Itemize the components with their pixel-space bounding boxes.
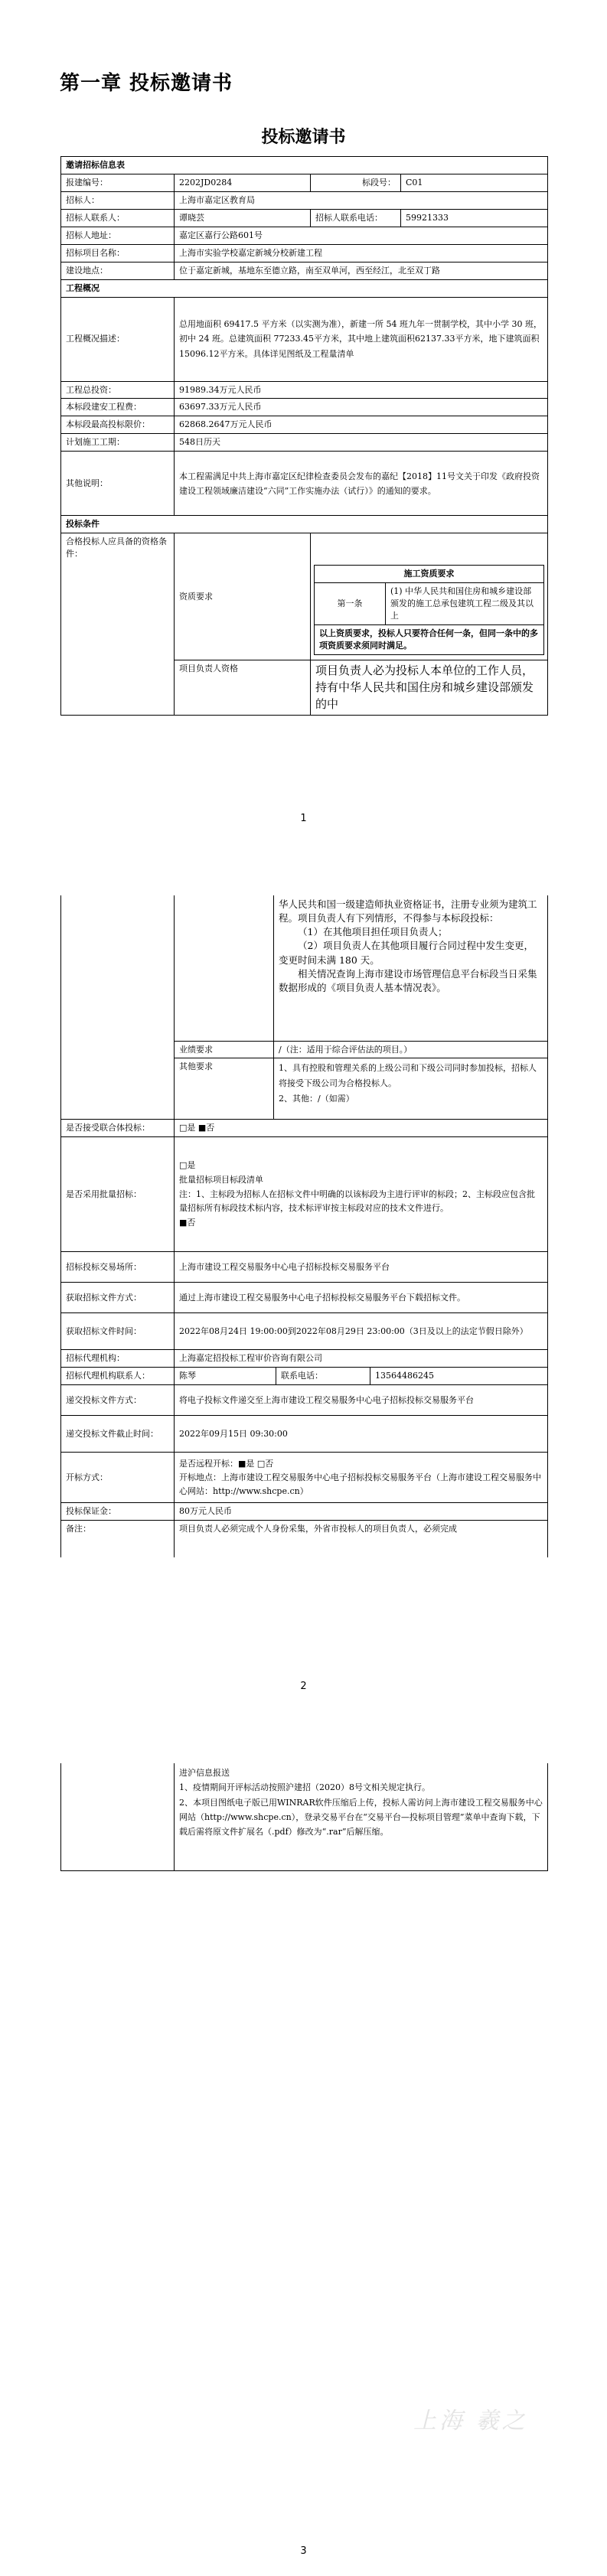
phone-label: 招标人联系电话： [311,209,401,227]
get-time-value: 2022年08月24日 19:00:00到2022年08月29日 23:00:00（3日及以上的法定节假日除外） [175,1313,548,1350]
open-location: 开标地点：上海市建设工程交易服务中心电子招标投标交易服务平台（上海市建设工程交易服务中心网站：http://www.shcpe.cn） [179,1472,541,1496]
qual-footer: 以上资质要求，投标人只要符合任何一条，但同一条中的多项资质要求须同时满足。 [315,624,544,654]
watermark-logo: 上海 羲之 [413,2408,528,2434]
qual-req-label: 资质要求 [175,533,311,660]
remarks-label: 备注： [61,1521,175,1557]
qualification-label-cont [61,895,175,1120]
contact-value: 谭晓芸 [175,209,311,227]
submit-label: 递交投标文件方式： [61,1385,175,1416]
other-notes-label: 其他说明： [61,452,175,516]
batch-option-yes[interactable]: □是 [179,1160,196,1171]
invitation-table-page3 [60,1763,548,1871]
tenderer-value: 上海市嘉定区教育局 [175,191,548,209]
project-label: 招标项目名称： [61,244,175,262]
duration-label: 计划施工工期： [61,434,175,452]
qual-item-no: 第一条 [315,582,386,624]
bid-no-value: 2202JD0284 [175,174,311,191]
agent-phone-value: 13564486245 [375,1371,434,1381]
open-remote-question: 是否远程开标： [179,1459,238,1469]
other-notes-value: 本工程需满足中共上海市嘉定区纪律检查委员会发布的嘉纪【2018】11号文关于印发《政府投资建设工程领域廉洁建设“六同”工作实施办法（试行）》的通知的要求。 [175,452,548,516]
duration-value: 548日历天 [175,434,548,452]
performance-value: /（注：适用于综合评估法的项目。） [274,1041,548,1058]
qualification-inner-table [314,565,544,655]
tenderer-label: 招标人： [61,191,175,209]
performance-label: 业绩要求 [175,1041,274,1058]
invitation-table-page1 [60,156,548,716]
qualification-label: 合格投标人应具备的资格条件： [61,533,175,716]
page-number-3: 3 [300,2545,307,2557]
price-limit-value: 62868.2647万元人民币 [175,416,548,434]
lot-label: 标段号： [311,174,401,191]
qual-item-text: (1) 中华人民共和国住房和城乡建设部颁发的施工总承包建筑工程二级及其以上 [386,582,544,624]
pm-label-cont [175,895,274,1041]
get-method-value: 通过上海市建设工程交易服务中心电子招标投标交易服务平台下载招标文件。 [175,1283,548,1313]
price-limit-label: 本标段最高投标限价： [61,416,175,434]
lot-value: C01 [401,174,548,191]
address-value: 嘉定区嘉行公路601号 [175,227,548,244]
invitation-table-page2 [60,895,548,1557]
consortium-option-no[interactable]: ■否 [197,1123,215,1133]
document-title: 投标邀请书 [261,128,346,147]
pm-item-1: （1）在其他项目担任项目负责人； [298,926,448,938]
batch-label: 是否采用批量招标： [61,1137,175,1252]
bid-no-label: 报建编号： [61,174,175,191]
remarks-item-1: 1、疫情期间开评标活动按照沪建招（2020）8号文相关规定执行。 [179,1782,430,1793]
deadline-label: 递交投标文件截止时间： [61,1416,175,1453]
agent-value: 上海嘉定招投标工程审价咨询有限公司 [175,1350,548,1368]
deadline-value: 2022年09月15日 09:30:00 [175,1416,548,1453]
batch-note: 注：1、主标段为招标人在招标文件中明确的以该标段为主进行评审的标段；2、主标段应包含批量招标所有标段技术标内容，技术标评审按主标段对应的技术文件进行。 [179,1189,535,1214]
qual-header: 施工资质要求 [315,565,544,582]
page-number-1: 1 [300,813,307,824]
batch-option-no[interactable]: ■否 [179,1217,196,1228]
consortium-option-yes[interactable]: □是 [179,1123,196,1133]
chapter-title: 第一章 投标邀请书 [60,72,233,95]
agent-contact-value: 陈琴 [175,1368,276,1384]
site-value: 位于嘉定新城，基地东至德立路，南至双单河，西至经江，北至双丁路 [175,262,548,279]
agent-label: 招标代理机构： [61,1350,175,1368]
remarks-cont: 进沪信息报送 [179,1768,230,1778]
open-remote-no[interactable]: □否 [256,1459,274,1469]
section-overview: 工程概况 [61,279,548,297]
pm-item-2: （2）项目负责人在其他项目履行合同过程中发生变更，变更时间未满 180 天。 [279,940,534,966]
agent-phone-label: 联系电话： [276,1368,370,1384]
overview-label: 工程概况描述： [61,297,175,381]
submit-value: 将电子投标文件递交至上海市建设工程交易服务中心电子招标投标交易服务平台 [175,1385,548,1416]
consortium-label: 是否接受联合体投标： [61,1120,175,1137]
open-label: 开标方式： [61,1453,175,1503]
deposit-value: 80万元人民币 [175,1503,548,1521]
other-req-value: 1、具有控股和管理关系的上级公司和下级公司同时参加投标，招标人将接受下级公司为合格投标人。 2、其他：/（如需） [274,1058,548,1120]
venue-value: 上海市建设工程交易服务中心电子招标投标交易服务平台 [175,1252,548,1283]
pm-cont-text: 华人民共和国一级建造师执业资格证书，注册专业须为建筑工程。项目负责人有下列情形，不得参与本标段投标： [279,898,537,924]
lot-cost-value: 63697.33万元人民币 [175,399,548,416]
deposit-label: 投标保证金： [61,1503,175,1521]
overview-value: 总用地面积 69417.5 平方米（以实测为准），新建一所 54 班九年一贯制学校，其中小学 30 班，初中 24 班。总建筑面积 77233.45平方米，其中地上建筑面积62137.33平方米，地下建筑面积 15096.12平方米。具体详见图纸及工程量清单 [175,297,548,381]
invest-label: 工程总投资： [61,381,175,399]
address-label: 招标人地址： [61,227,175,244]
site-label: 建设地点： [61,262,175,279]
contact-label: 招标人联系人： [61,209,175,227]
get-time-label: 获取招标文件时间： [61,1313,175,1350]
open-remote-yes[interactable]: ■是 [238,1459,255,1469]
project-value: 上海市实验学校嘉定新城分校新建工程 [175,244,548,262]
section-conditions: 投标条件 [61,516,548,533]
section-invitation-info: 邀请招标信息表 [61,157,548,174]
agent-contact-label: 招标代理机构联系人： [61,1368,175,1385]
venue-label: 招标投标交易场所： [61,1252,175,1283]
pm-text: 项目负责人必为投标人本单位的工作人员，持有中华人民共和国住房和城乡建设部颁发的中 [311,660,548,716]
batch-list-note: 批量招标项目标段清单 [179,1174,263,1185]
remarks-start: 项目负责人必须完成个人身份采集，外省市投标人的项目负责人，必须完成 [175,1521,548,1557]
phone-value: 59921333 [401,209,548,227]
remarks-item-2: 2、本项目图纸电子版已用WINRAR软件压缩后上传，投标人需访问上海市建设工程交易服务中心网站（http://www.shcpe.cn），登录交易平台在“交易平台—投标项目管理”菜单中查询下载，下载后需将原文件扩展名（.pdf）修改为“.rar”后解压缩。 [179,1797,543,1837]
get-method-label: 获取招标文件方式： [61,1283,175,1313]
invest-value: 91989.34万元人民币 [175,381,548,399]
pm-item-3: 相关情况查询上海市建设市场管理信息平台标段当日采集数据形成的《项目负责人基本情况表》。 [279,967,537,993]
other-req-label: 其他要求 [175,1058,274,1120]
lot-cost-label: 本标段建安工程费： [61,399,175,416]
page-number-2: 2 [300,1681,307,1692]
remarks-label-cont [61,1763,175,1870]
pm-label: 项目负责人资格 [175,660,311,716]
